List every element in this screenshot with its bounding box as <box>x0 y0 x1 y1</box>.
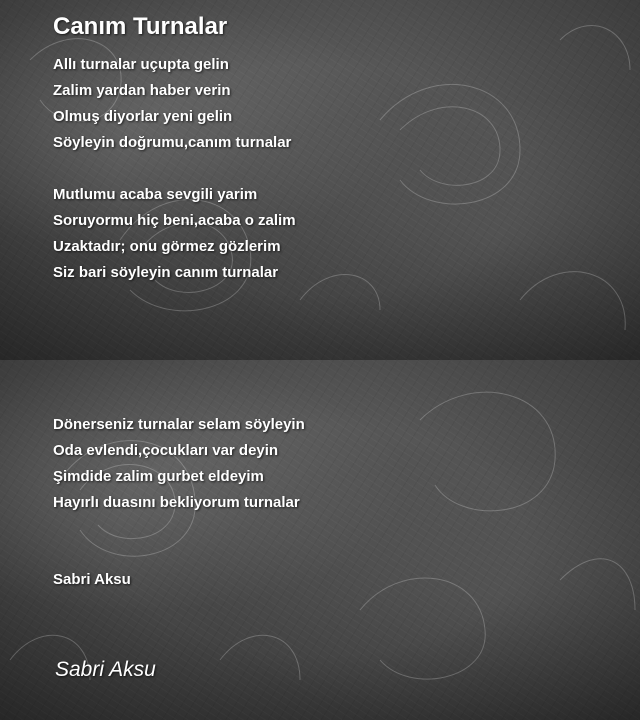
poem-line: Uzaktadır; onu görmez gözlerim <box>53 238 281 255</box>
poem-line: Dönerseniz turnalar selam söyleyin <box>53 416 305 433</box>
poem-line: Şimdide zalim gurbet eldeyim <box>53 468 264 485</box>
poem-line: Hayırlı duasını bekliyorum turnalar <box>53 494 300 511</box>
stanza-1 <box>53 52 291 156</box>
poem-line: Oda evlendi,çocukları var deyin <box>53 442 279 459</box>
poem-card-bottom <box>0 360 640 720</box>
stanza-3 <box>53 412 305 516</box>
poem-line: Olmuş diyorlar yeni gelin <box>53 108 233 125</box>
poem-line: Zalim yardan haber verin <box>53 82 231 99</box>
poem-line: Mutlumu acaba sevgili yarim <box>53 186 258 203</box>
poem-title: Canım Turnalar <box>53 13 228 40</box>
stanza-2 <box>53 182 296 286</box>
poem-line: Soruyormu hiç beni,acaba o zalim <box>53 212 296 229</box>
poem-line: Siz bari söyleyin canım turnalar <box>53 264 279 281</box>
author-signature: Sabri Aksu <box>55 658 156 681</box>
poem-line: Allı turnalar uçupta gelin <box>53 56 229 73</box>
poem-line: Söyleyin doğrumu,canım turnalar <box>53 134 292 151</box>
poem-author: Sabri Aksu <box>53 571 131 588</box>
